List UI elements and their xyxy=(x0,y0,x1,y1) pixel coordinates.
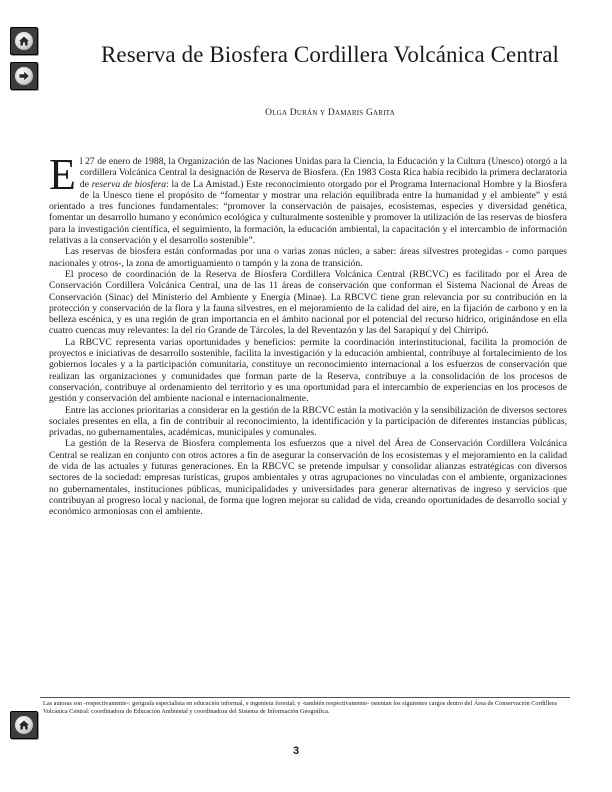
paragraph-2: Las reservas de biosfera están conformadas por una o varias zonas núcleo, a saber: áreas silvestres protegidas - como parques nacionales y otros-, la zona de amortiguamiento o tampón y la zona de transición. xyxy=(49,246,567,269)
article-body xyxy=(49,150,567,518)
home-icon xyxy=(15,716,33,734)
page-number: 3 xyxy=(292,745,300,757)
paragraph-1-text-b: : la de La Amistad.) Este reconocimiento otorgado por el Programa Internacional Hombre y la Biosfera de la Unesco tiene el propósito de “fomentar y mostrar una relación equilibrada entre la humanidad y el ambiente” y está orientado a tres funciones fundamentales: “promover la conservación de paisajes, ecosistemas, especies y diversidad genética, fomentar un desarrollo humano y económico ecológica y culturalmente sostenible y promover la utilización de las reservas de biosfera para la investigación científica, el seguimiento, la formación, la educación ambiental, la capacitación y el intercambio de información relativas a la conservación y el desarrollo sostenible”. xyxy=(49,178,567,247)
home-button-top[interactable] xyxy=(10,27,38,55)
paragraph-6: La gestión de la Reserva de Biosfera complementa los esfuerzos que a nivel del Área de Conservación Cordillera Volcánica Central se realizan en conjunto con otros actores a fin de asegurar la conservación de los ecosistemas y el mejoramiento en la calidad de vida de las actuales y futuras generaciones. En la RBCVC se pretende impulsar y consolidar alianzas estratégicas con diversos sectores de la sociedad: empresas turísticas, grupos ambientales y otras agrupaciones no vinculadas con el ambiente, organizaciones no gubernamentales, instituciones públicas, municipalidades y universidades para generar alternativas de ingreso y servicios que contribuyan al progreso local y nacional, de forma que logren mejorar su calidad de vida, creando oportunidades de desarrollo social y económico armoniosas con el ambiente. xyxy=(49,438,567,518)
drop-cap: E xyxy=(49,150,76,199)
paragraph-3: El proceso de coordinación de la Reserva de Biosfera Cordillera Volcánica Central (RBCVC) es facilitado por el Área de Conservación Cordillera Volcánica Central, una de las 11 áreas de conservación que conforman el Sistema Nacional de Áreas de Conservación (Sinac) del Ministerio del Ambiente y Energía (Minae). La RBCVC tiene gran relevancia por su contribución en la protección y conservación de la flora y la fauna silvestres, en el mejoramiento de la calidad del aire, en la fijación de carbono y en la belleza escénica, y es una región de gran importancia en el ámbito nacional por el potencial del recurso hídrico, originándose en ella cuatro cuencas muy relevantes: la del río Grande de Tárcoles, la del Reventazón y las del Sarapiquí y del Chirripó. xyxy=(49,268,567,337)
paragraph-1 xyxy=(49,150,567,247)
arrow-right-icon xyxy=(15,67,33,85)
footnote-divider xyxy=(40,697,570,698)
authors-line: Olga Durán y Damaris Garita xyxy=(265,108,395,118)
paragraph-4: La RBCVC representa varias oportunidades y beneficios: permite la coordinación interinstitucional, facilita la promoción de proyectos e iniciativas de desarrollo sostenible, facilita la investigación y la educación ambiental, contribuye al fortalecimiento de los gobiernos locales y a la participación comunitaria, constituye un reconocimiento internacional a los esfuerzos de conservación que realizan las organizaciones y comunidades que forman parte de la Reserva, contribuye a la consolidación de los procesos de conservación, contribuye al ordenamiento del territorio y es una oportunidad para el intercambio de experiencias en los procesos de gestión y conservación del ambiente nacional e internacionalmente. xyxy=(49,336,567,405)
page-title: Reserva de Biosfera Cordillera Volcánica Central xyxy=(100,42,560,67)
paragraph-1-text-a: l 27 de enero de 1988, la Organización de las Naciones Unidas para la Ciencia, la Educación y la Cultura (Unesco) otorgó a la cordillera Volcánica Central la designación de Reserva de Biosfera. (En 1983 Costa Rica había recibido la primera declaratoria de xyxy=(79,156,567,190)
footnote: Las autoras son -respectivamente-: geógrafa especialista en educación informal, e ingeniera forestal; y -también respectivamente- ostentan los siguientes cargos dentro del Área de Conservación Cordillera Volcánica Central: coordinadora de Educación Ambiental y coordinadora del Sistema de Información Geográfica. xyxy=(43,700,557,716)
next-page-button[interactable] xyxy=(10,62,38,90)
home-icon xyxy=(15,32,33,50)
home-button-bottom[interactable] xyxy=(10,711,38,739)
paragraph-1-italic: reserva de biosfera xyxy=(91,178,167,190)
paragraph-5: Entre las acciones prioritarias a considerar en la gestión de la RBCVC están la motivación y la sensibilización de diversos sectores sociales presentes en ella, a fin de contribuir al reconocimiento, la identificación y la participación de diferentes instancias públicas, privadas, no gubernamentales, académicas, municipales y comunales. xyxy=(49,404,567,439)
